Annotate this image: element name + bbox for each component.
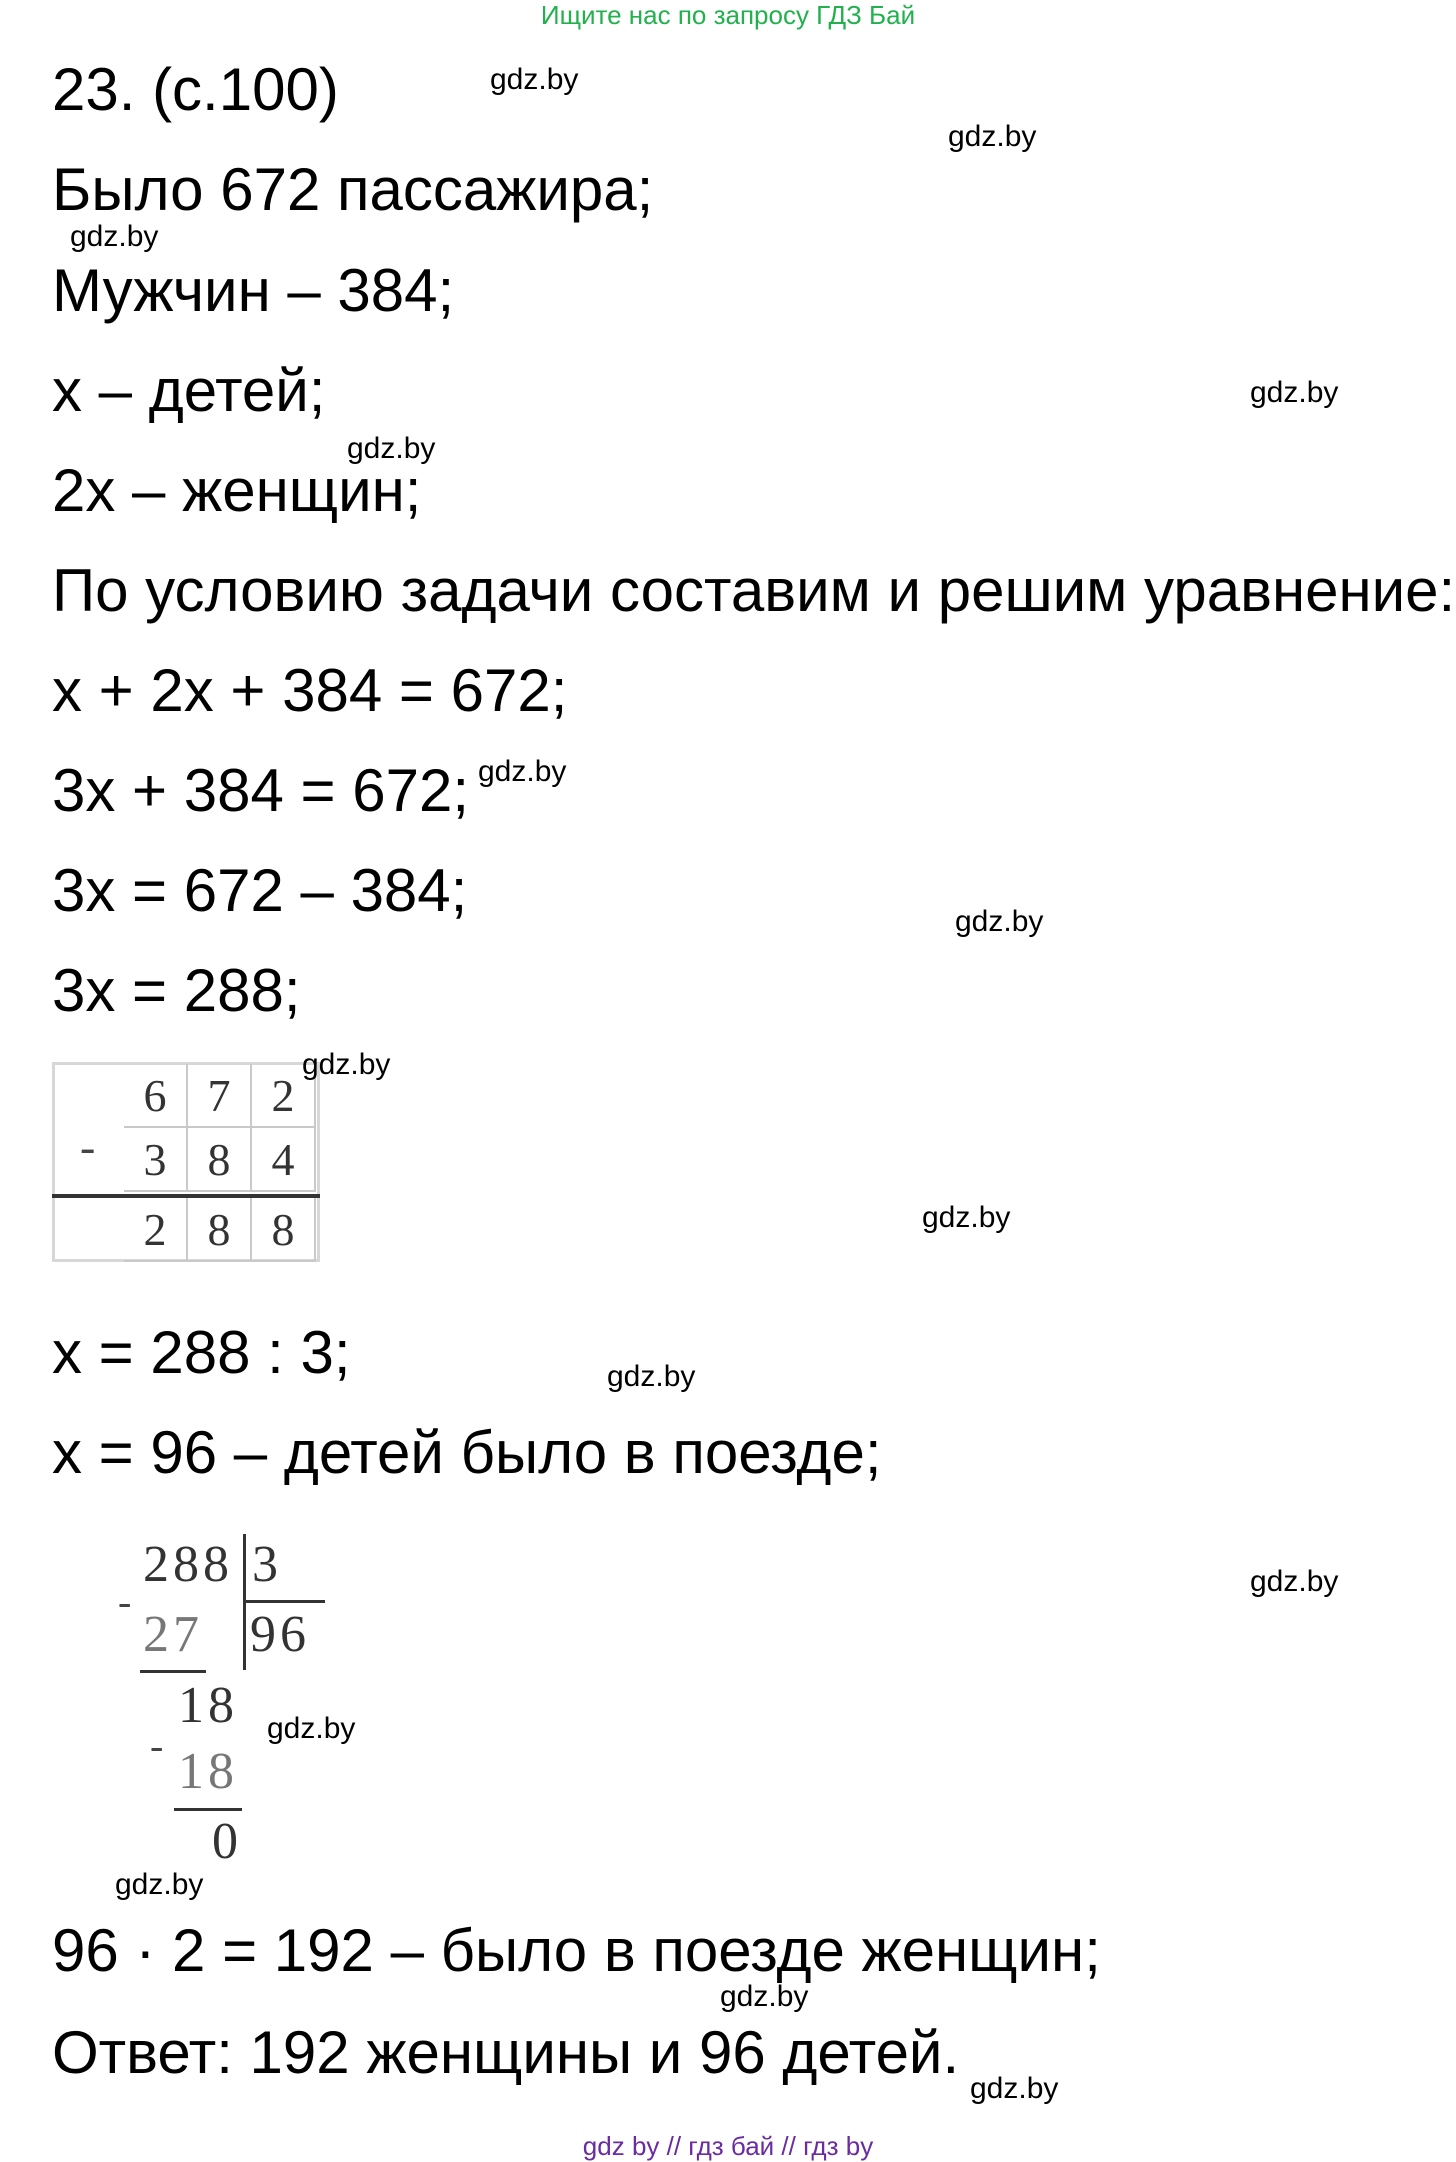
watermark: gdz.by: [607, 1360, 696, 1393]
answer-line: Ответ: 192 женщины и 96 детей.: [52, 2019, 960, 2086]
minus-sign: -: [118, 1579, 132, 1624]
division-rule: [140, 1670, 206, 1673]
digit-cell: 2: [124, 1198, 188, 1262]
watermark: gdz.by: [1250, 376, 1339, 409]
text-line-5: По условию задачи составим и решим уравнение:: [52, 557, 1456, 624]
watermark: gdz.by: [720, 1980, 809, 2013]
text-line-3: x – детей;: [52, 357, 326, 424]
minus-sign: -: [150, 1723, 164, 1768]
watermark: gdz.by: [1250, 1565, 1339, 1598]
division-step: 27: [143, 1606, 203, 1663]
text-line-1: Было 672 пассажира;: [52, 156, 654, 223]
dividend: 288: [143, 1536, 233, 1593]
digit-cell: 2: [252, 1064, 316, 1128]
top-banner[interactable]: Ищите нас по запросу ГДЗ Бай: [540, 0, 916, 30]
watermark: gdz.by: [70, 220, 159, 253]
equation-line-4: 3x = 288;: [52, 957, 301, 1024]
digit-cell: 3: [124, 1128, 188, 1192]
watermark: gdz.by: [302, 1048, 391, 1081]
digit-cell: 8: [188, 1128, 252, 1192]
divisor: 3: [252, 1536, 282, 1593]
division-step: 18: [178, 1743, 238, 1800]
footer-links[interactable]: gdz by // гдз бай // гдз by: [582, 2131, 874, 2161]
division-rule: [174, 1808, 242, 1811]
division-step: 18: [178, 1677, 238, 1734]
watermark: gdz.by: [955, 905, 1044, 938]
text-line-2: Мужчин – 384;: [52, 257, 455, 324]
watermark: gdz.by: [267, 1712, 356, 1745]
equation-line-5: x = 288 : 3;: [52, 1319, 351, 1386]
minus-sign: -: [80, 1121, 96, 1172]
digit-cell: 8: [188, 1198, 252, 1262]
equation-line-7: 96 · 2 = 192 – было в поезде женщин;: [52, 1917, 1101, 1984]
digit-cell: 7: [188, 1064, 252, 1128]
watermark: gdz.by: [922, 1201, 1011, 1234]
equation-line-2: 3x + 384 = 672;: [52, 757, 470, 824]
column-subtraction: [52, 1062, 320, 1262]
remainder: 0: [212, 1813, 242, 1870]
digit-cell: 4: [252, 1128, 316, 1192]
watermark: gdz.by: [347, 432, 436, 465]
equation-line-3: 3x = 672 – 384;: [52, 857, 468, 924]
equation-line-6: x = 96 – детей было в поезде;: [52, 1419, 882, 1486]
division-bar-horizontal: [243, 1600, 325, 1603]
watermark: gdz.by: [115, 1868, 204, 1901]
watermark: gdz.by: [478, 755, 567, 788]
text-line-4: 2x – женщин;: [52, 457, 422, 524]
watermark: gdz.by: [490, 63, 579, 96]
digit-cell: 6: [124, 1064, 188, 1128]
equation-line-1: x + 2x + 384 = 672;: [52, 657, 568, 724]
watermark: gdz.by: [970, 2072, 1059, 2105]
quotient: 96: [250, 1606, 310, 1663]
digit-cell: 8: [252, 1198, 316, 1262]
exercise-heading: 23. (с.100): [52, 56, 339, 123]
watermark: gdz.by: [948, 120, 1037, 153]
